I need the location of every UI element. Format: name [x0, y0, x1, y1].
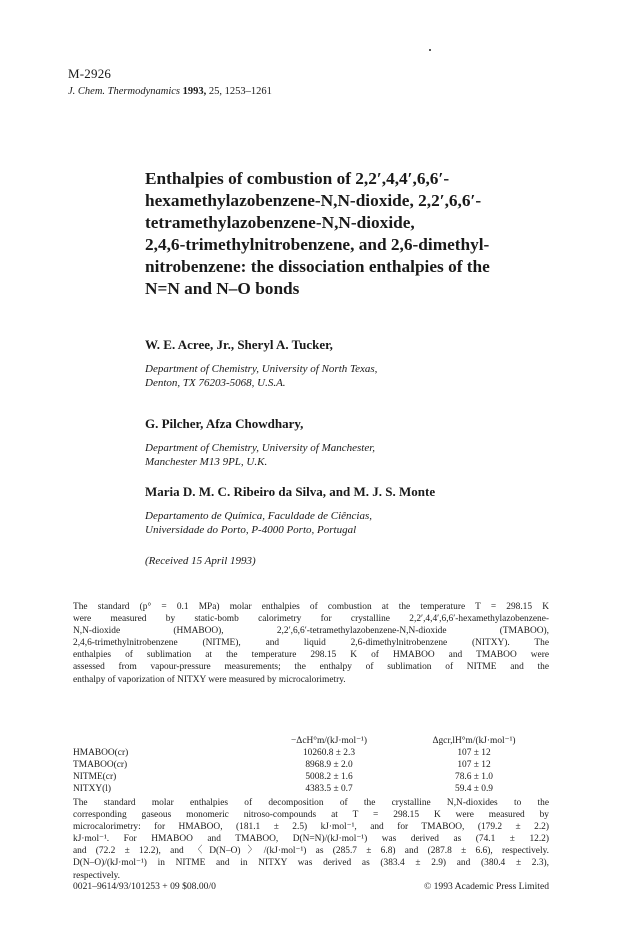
abstract-line: microcalorimetry: for HMABOO, (181.1 ± 2.5) kJ·mol⁻¹, and for TMABOO, (179.2 ± 2.2) [73, 822, 549, 833]
combustion-enthalpy-cell: 8968.9 ± 2.0 [305, 760, 353, 771]
abstract-line: assessed from vapour-pressure measurements; the enthalpy of sublimation of NITME and the [73, 662, 549, 673]
stray-dot-mark [429, 49, 431, 51]
abstract-continued-text [73, 797, 549, 882]
author-group-manchester [145, 416, 565, 469]
journal-name: J. Chem. Thermodynamics [68, 86, 180, 97]
author-names: W. E. Acree, Jr., Sheryl A. Tucker, [145, 337, 333, 352]
abstract-line: kJ·mol⁻¹. For HMABOO and TMABOO, D(N=N)/(kJ·mol⁻¹) was derived as (74.1 ± 12.2) [73, 834, 549, 845]
abstract-line: were measured by static-bomb calorimetry for crystalline 2,2′,4,4′,6,6′-hexamethylazobenzene- [73, 614, 549, 625]
abstract-line: D(N–O)/(kJ·mol⁻¹) in NITME and in NITXY was derived as (383.4 ± 2.9) and (380.4 ± 2.3), [73, 858, 549, 869]
title-line: nitrobenzene: the dissociation enthalpies of the [145, 257, 490, 276]
page-footer [73, 881, 549, 892]
affiliation-line: Manchester M13 9PL, U.K. [145, 456, 268, 468]
table-header-row [73, 735, 549, 747]
abstract-line: 2,4,6-trimethylnitrobenzene (NITME), and liquid 2,6-dimethylnitrobenzene (NITXY). The [73, 638, 549, 649]
abstract-line: respectively. [73, 870, 121, 881]
table-header-cell: −ΔcH°m/(kJ·mol⁻¹) [291, 736, 367, 746]
journal-year: 1993, [182, 86, 207, 97]
combustion-enthalpy-cell: 10260.8 ± 2.3 [302, 748, 356, 759]
compound-cell: NITXY(l) [73, 784, 112, 795]
table-row [73, 771, 549, 783]
abstract-line: enthalpies of sublimation at the temperature 298.15 K of HMABOO and TMABOO were [73, 650, 549, 661]
journal-citation [68, 86, 272, 97]
title-line: tetramethylazobenzene-N,N-dioxide, [145, 213, 415, 232]
combustion-enthalpy-cell: 5008.2 ± 1.6 [305, 772, 353, 783]
author-group-porto [145, 484, 565, 537]
table-row [73, 747, 549, 759]
compound-cell: TMABOO(cr) [73, 760, 128, 771]
combustion-enthalpy-cell: 4383.5 ± 0.7 [305, 784, 353, 795]
title-line: Enthalpies of combustion of 2,2′,4,4′,6,6′- [145, 169, 450, 188]
phase-change-enthalpy-cell: 59.4 ± 0.9 [455, 784, 493, 795]
compound-cell: NITME(cr) [73, 772, 117, 783]
abstract-line: corresponding gaseous monomeric nitroso-compounds at T = 298.15 K were measured by [73, 810, 549, 821]
phase-change-enthalpy-cell: 107 ± 12 [457, 748, 491, 759]
table-header-cell [73, 735, 259, 747]
author-names: Maria D. M. C. Ribeiro da Silva, and M. J. S. Monte [145, 484, 436, 499]
affiliation-line: Department of Chemistry, University of Manchester, [145, 442, 376, 454]
manuscript-code: M-2926 [68, 66, 112, 81]
abstract-line: The standard molar enthalpies of decomposition of the crystalline N,N-dioxides to the [73, 798, 549, 808]
enthalpy-table [73, 735, 549, 795]
compound-cell: HMABOO(cr) [73, 748, 129, 759]
affiliation-line: Department of Chemistry, University of North Texas, [145, 363, 378, 375]
abstract-line: enthalpy of vaporization of NITXY were measured by microcalorimetry. [73, 674, 346, 685]
issn-price-code: 0021–9614/93/101253 + 09 $08.00/0 [73, 881, 216, 892]
phase-change-enthalpy-cell: 107 ± 12 [457, 760, 491, 771]
author-affiliation [145, 509, 565, 537]
affiliation-line: Universidade do Porto, P-4000 Porto, Portugal [145, 524, 357, 536]
paper-title [145, 168, 545, 300]
journal-pages: 25, 1253–1261 [208, 86, 272, 97]
author-affiliation [145, 362, 565, 390]
abstract-text [73, 601, 549, 686]
copyright-notice: © 1993 Academic Press Limited [423, 881, 549, 892]
author-group-north-texas [145, 337, 565, 390]
affiliation-line: Denton, TX 76203-5068, U.S.A. [145, 377, 286, 389]
abstract-line: The standard (p° = 0.1 MPa) molar enthalpies of combustion at the temperature T = 298.15 K [73, 602, 549, 612]
affiliation-line: Departamento de Química, Faculdade de Ciências, [145, 510, 372, 522]
author-names: G. Pilcher, Afza Chowdhary, [145, 416, 304, 431]
abstract-line: N,N-dioxide (HMABOO), 2,2′,6,6′-tetramethylazobenzene-N,N-dioxide (TMABOO), [73, 626, 549, 637]
title-line: 2,4,6-trimethylnitrobenzene, and 2,6-dimethyl- [145, 235, 490, 254]
table-row [73, 759, 549, 771]
title-line: hexamethylazobenzene-N,N-dioxide, 2,2′,6,6′- [145, 191, 482, 210]
title-line: N=N and N–O bonds [145, 279, 300, 298]
table-header-cell: Δgcr,lH°m/(kJ·mol⁻¹) [432, 736, 516, 746]
abstract-line: and (72.2 ± 12.2), and 〈D(N–O)〉/(kJ·mol⁻¹) as (285.7 ± 6.8) and (287.8 ± 6.6), respectively. [73, 846, 549, 857]
author-affiliation [145, 441, 565, 469]
phase-change-enthalpy-cell: 78.6 ± 1.0 [455, 772, 493, 783]
table-row [73, 783, 549, 795]
received-date: (Received 15 April 1993) [145, 555, 256, 567]
